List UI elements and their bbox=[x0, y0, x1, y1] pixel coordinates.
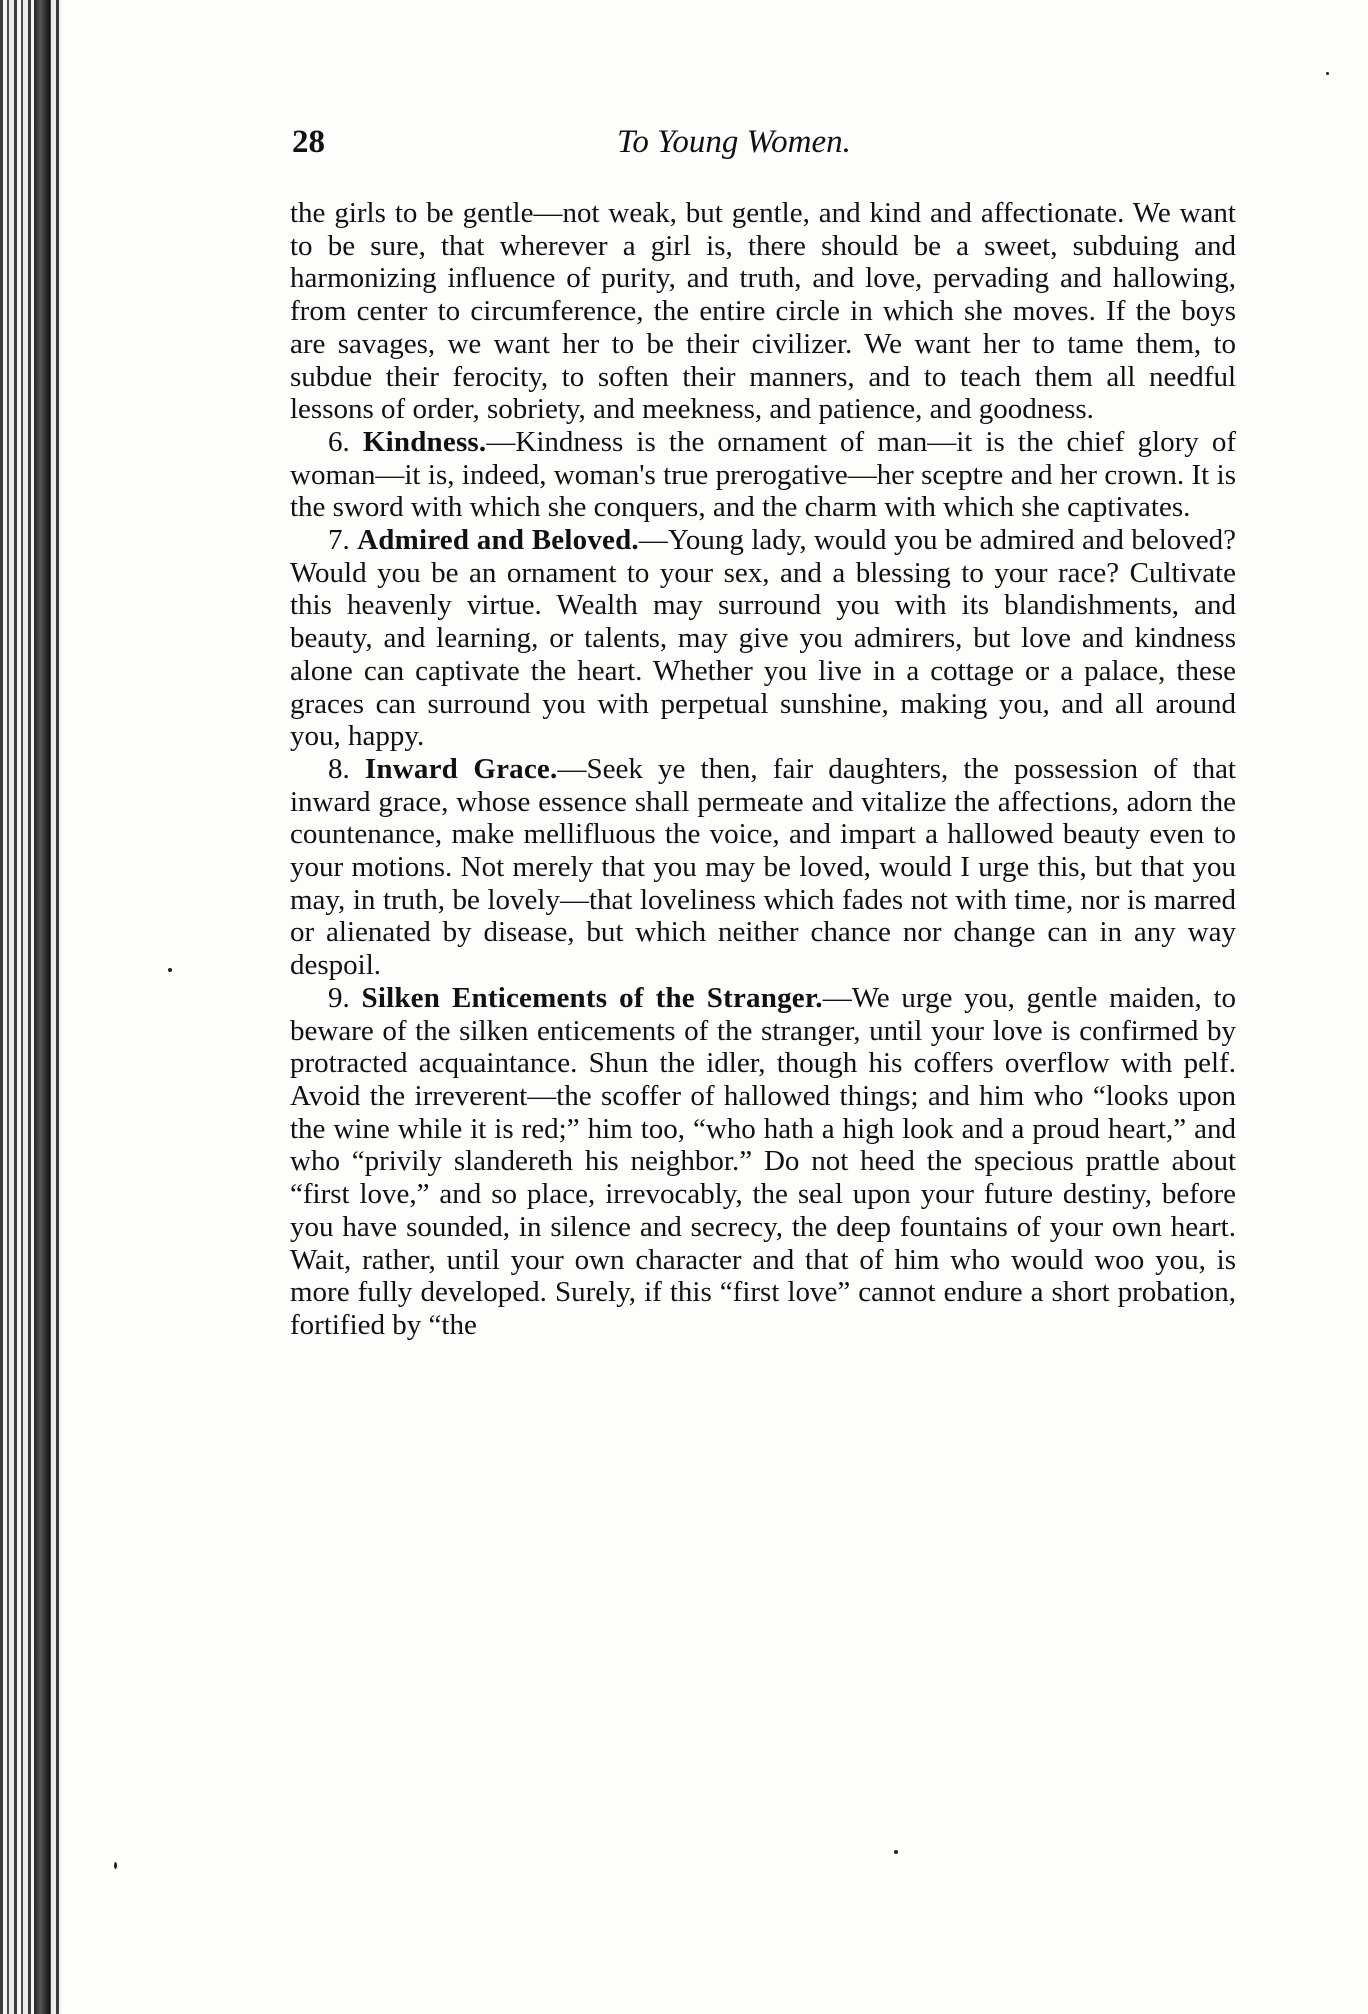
page-number: 28 bbox=[292, 124, 325, 160]
paragraph-admired-and-beloved bbox=[290, 524, 1236, 753]
paragraph-continued bbox=[290, 197, 1236, 426]
page-header bbox=[292, 124, 1228, 174]
paragraph-kindness bbox=[290, 426, 1236, 524]
paragraph-heading: Inward Grace. bbox=[364, 752, 558, 785]
paragraph-text: —We urge you, gentle maiden, to beware of the silken enticements of the stranger, until your love is confirmed by protracted acquaintance. Shun the idler, though his coffers overflow with pelf. Avoid the irreverent—the scoffer of hallowed things; and him who “looks upon the wine while it is red;” him too, “who hath a high look and a proud heart,” and who “privily slandereth his neighbor.” Do not heed the specious prattle about “first love,” and so place, irrevocably, the seal upon your future destiny, before you have sounded, in silence and secrecy, the deep fountains of your own heart. Wait, rather, until your own character and that of him who would woo you, is more fully developed. Surely, if this “first love” cannot endure a short probation, fortified by “the bbox=[290, 981, 1237, 1341]
paragraph-number: 7. bbox=[328, 524, 350, 557]
ink-speck bbox=[1326, 72, 1329, 75]
body-text bbox=[290, 197, 1236, 1342]
running-head: To Young Women. bbox=[617, 124, 851, 160]
paragraph-text: —Seek ye then, fair daughters, the possession of that inward grace, whose essence shall permeate and vitalize the affections, adorn the countenance, make mellifluous the voice, and impart a hallowed beauty even to your motions. Not merely that you may be loved, would I urge this, but that you may, in truth, be lovely—that loveliness which fades not with time, nor is marred or alienated by disease, but which neither chance nor change can in any way despoil. bbox=[290, 752, 1236, 982]
paragraph-number: 8. bbox=[328, 752, 350, 785]
paragraph-text: —Young lady, would you be admired and beloved? Would you be an ornament to your sex, and a blessing to your race? Cultivate this heavenly virtue. Wealth may surround you with its blandishments, and beauty, and learning, or talents, may give you admirers, but love and kindness alone can captivate the heart. Whether you live in a cottage or a palace, these graces can surround you with perpetual sunshine, making you, and all around you, happy. bbox=[290, 524, 1236, 753]
paragraph-text: the girls to be gentle—not weak, but gentle, and kind and affectionate. We want to be sure, that wherever a girl is, there should be a sweet, subduing and harmonizing influence of purity, and truth, and love, pervading and hallowing, from center to circumference, the entire circle in which she moves. If the boys are savages, we want her to be their civilizer. We want her to tame them, to subdue their ferocity, to soften their manners, and to teach them all needful lessons of order, sobriety, and meekness, and patience, and goodness. bbox=[290, 197, 1236, 426]
paragraph-silken-enticements bbox=[290, 982, 1236, 1342]
ink-speck bbox=[894, 1850, 898, 1854]
paragraph-number: 6. bbox=[328, 425, 350, 458]
binding-gutter bbox=[0, 0, 62, 2014]
ink-speck bbox=[114, 1862, 117, 1869]
paragraph-heading: Admired and Beloved. bbox=[357, 524, 639, 557]
paragraph-text: —Kindness is the ornament of man—it is the chief glory of woman—it is, indeed, woman's true prerogative—her sceptre and her crown. It is the sword with which she conquers, and the charm with which she captivates. bbox=[290, 425, 1237, 524]
binding-edge bbox=[34, 0, 50, 2014]
ink-speck bbox=[168, 968, 172, 972]
paragraph-heading: Kindness. bbox=[362, 425, 487, 458]
paragraph-inward-grace bbox=[290, 753, 1236, 982]
paragraph-number: 9. bbox=[328, 981, 350, 1014]
paragraph-heading: Silken Enticements of the Stranger. bbox=[361, 981, 823, 1014]
